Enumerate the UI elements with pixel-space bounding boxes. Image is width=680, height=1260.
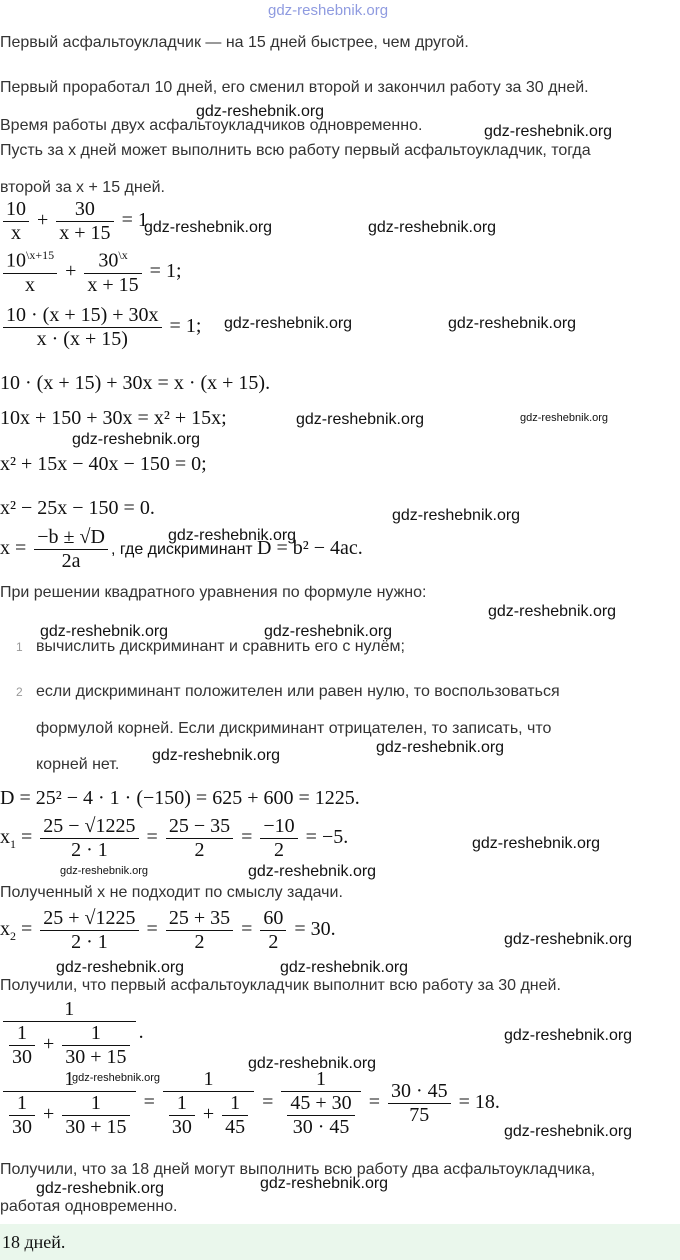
watermark: gdz-reshebnik.org: [448, 315, 577, 332]
watermark-top: gdz-reshebnik.org: [268, 2, 389, 19]
equation-discriminant: D = 25² − 4 · 1 · (−150) = 625 + 600 = 1225.: [0, 787, 360, 809]
watermark: gdz-reshebnik.org: [504, 1027, 633, 1044]
list-item-1: вычислить дискриминант и сравнить его с нулём;: [36, 638, 405, 655]
equation-7: x² − 25x − 150 = 0.: [0, 497, 155, 519]
text-second: второй за x + 15 дней.: [0, 179, 165, 196]
watermark: gdz-reshebnik.org: [368, 219, 497, 236]
watermark: gdz-reshebnik.org: [280, 959, 409, 976]
text-question: Время работы двух асфальтоукладчиков одновременно.: [0, 117, 423, 134]
watermark: gdz-reshebnik.org: [152, 747, 281, 764]
equation-x1: $x_1$ = $\frac{25 - √1225}{2 \cdot 1}$ = $\frac{25 - 35}{2}$ = $\frac{-10}{2}$ = −5.: [0, 815, 349, 861]
list-item-2-line-2: формулой корней. Если дискриминант отрицателен, то записать, что: [36, 720, 552, 737]
watermark: gdz-reshebnik.org: [488, 603, 617, 620]
text-conclusion-2: работая одновременно.: [0, 1198, 178, 1215]
equation-roots-formula: x = $\frac{-b \pm √D}{2a}$ , где дискриминант D = b² − 4ac.: [0, 526, 363, 572]
watermark: gdz-reshebnik.org: [264, 623, 393, 640]
watermark: gdz-reshebnik.org: [196, 103, 325, 120]
text-let: Пусть за x дней может выполнить всю работу первый асфальтоукладчик, тогда: [0, 142, 591, 159]
watermark: gdz-reshebnik.org: [296, 411, 425, 428]
text-method: При решении квадратного уравнения по формуле нужно:: [0, 584, 427, 601]
list-item-2-line-1: если дискриминант положителен или равен нулю, то воспользоваться: [36, 683, 560, 700]
watermark: gdz-reshebnik.org: [376, 739, 505, 756]
text-condition-1: Первый асфальтоукладчик — на 15 дней быстрее, чем другой.: [0, 34, 469, 51]
watermark: gdz-reshebnik.org: [248, 863, 377, 880]
equation-6: x² + 15x − 40x − 150 = 0;: [0, 453, 207, 475]
watermark: gdz-reshebnik.org: [260, 1175, 389, 1192]
equation-4: 10 · (x + 15) + 30x = x · (x + 15).: [0, 372, 271, 394]
watermark: gdz-reshebnik.org: [144, 219, 273, 236]
watermark: gdz-reshebnik.org: [504, 931, 633, 948]
equation-1: $\frac{10}{x}$ + $\frac{30}{x + 15}$ = 1: [0, 198, 148, 245]
equation-5: 10x + 150 + 30x = x² + 15x;: [0, 407, 227, 429]
equation-joint-time: 1 $\frac{1}{30}$ + $\frac{1}{30 + 15}$ .: [0, 998, 144, 1069]
watermark: gdz-reshebnik.org: [224, 315, 353, 332]
list-number-2: 2: [16, 685, 23, 699]
watermark: gdz-reshebnik.org: [72, 431, 201, 448]
watermark: gdz-reshebnik.org: [56, 959, 185, 976]
text-x1-invalid: Полученный x не подходит по смыслу задачи.: [0, 884, 343, 901]
list-item-2-line-3: корней нет.: [36, 756, 120, 773]
answer-text: 18 дней.: [2, 1232, 66, 1252]
equation-x2: $x_2$ = $\frac{25 + √1225}{2 \cdot 1}$ = $\frac{25 + 35}{2}$ = $\frac{60}{2}$ = 30.: [0, 907, 336, 953]
text-first-result: Получили, что первый асфальтоукладчик выполнит всю работу за 30 дней.: [0, 977, 561, 994]
watermark: gdz-reshebnik.org: [472, 835, 601, 852]
text-conclusion-1: Получили, что за 18 дней могут выполнить всю работу два асфальтоукладчика,: [0, 1161, 596, 1178]
text-condition-2: Первый проработал 10 дней, его сменил второй и закончил работу за 30 дней.: [0, 79, 589, 96]
equation-2: $\frac{10^{\backslash x+15}}{x}$ + $\frac{30^{\backslash x}}{x + 15}$ = 1;: [0, 248, 182, 297]
watermark: gdz-reshebnik.org: [248, 1055, 377, 1072]
equation-3: $\frac{10 \cdot (x + 15) + 30x}{x \cdot (x + 15)}$ = 1;: [0, 304, 201, 351]
watermark: gdz-reshebnik.org: [40, 623, 169, 640]
watermark: gdz-reshebnik.org: [60, 865, 149, 877]
watermark: gdz-reshebnik.org: [484, 123, 613, 140]
watermark: gdz-reshebnik.org: [72, 1072, 161, 1084]
watermark: gdz-reshebnik.org: [392, 507, 521, 524]
list-number-1: 1: [16, 640, 23, 654]
watermark: gdz-reshebnik.org: [36, 1180, 165, 1197]
watermark: gdz-reshebnik.org: [504, 1123, 633, 1140]
equation-joint-result: 1 $\frac{1}{30}$ + $\frac{1}{30 + 15}$ = 1 $\frac{1}{30}$ + $\frac{1}{45}$ = $\frac{1}{\frac{45 + 30}{30 \cdot 45}}$ = $\frac{30 \cdot 45}{75}$ = 18.: [0, 1068, 500, 1139]
watermark: gdz-reshebnik.org: [168, 527, 297, 544]
answer-box: [0, 1224, 680, 1260]
watermark: gdz-reshebnik.org: [520, 412, 609, 424]
